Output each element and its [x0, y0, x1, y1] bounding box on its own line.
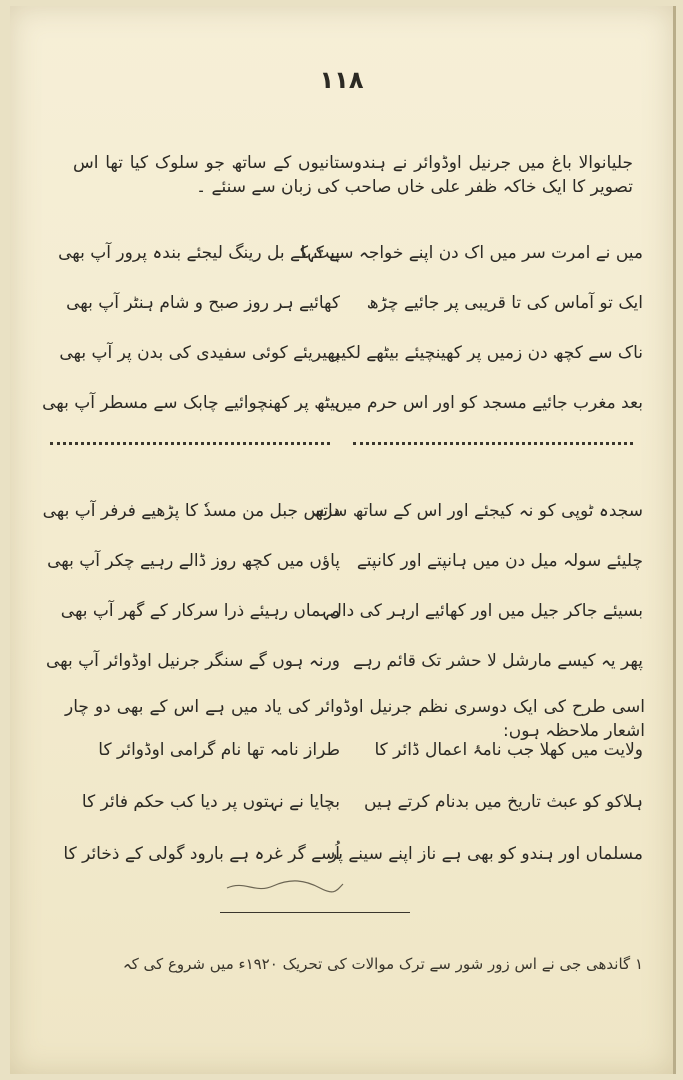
couplet	[40, 586, 643, 636]
intro-paragraph: جلیانوالا باغ میں جرنیل اوڈوائر نے ہندوستانیوں کے ساتھ جو سلوک کیا تھا اس تصویر کا ایک خاکہ ظفر علی خاں صاحب کی زبان سے سنئے ۔	[73, 153, 633, 197]
verse-left: پھیریئے کوئی سفیدی کی بدن پر آپ بھی	[59, 343, 340, 363]
verse-left: طراز نامہ تھا نام گرامی اوڈوائر کا	[98, 740, 340, 760]
verse-right: چلیئے سولہ میل دن میں ہانپتے اور کانپتے	[356, 551, 643, 571]
dotted-line-left	[50, 442, 330, 445]
verse-right: ہلاکو کو عبث تاریخ میں بدنام کرتے ہیں	[364, 792, 643, 812]
couplet	[40, 328, 643, 378]
dotted-separator	[50, 442, 633, 445]
verse-left: اُسے گر غرہ ہے بارود گولی کے ذخائر کا	[63, 844, 340, 864]
couplet	[40, 228, 643, 278]
verse-right: پھر یہ کیسے مارشل لا حشر تک قائم رہے	[352, 651, 643, 671]
verse-left: مہماں رہیئے ذرا سرکار کے گھر آپ بھی	[60, 601, 340, 621]
footnote-divider	[220, 912, 410, 913]
verse-right: میں نے امرت سر میں اک دن اپنے خواجہ سے کہا	[300, 243, 643, 263]
verse-right: سجدہ ٹوپی کو نہ کیجئے اور اس کے ساتھ ساتھ	[312, 501, 643, 521]
verse-right: مسلماں اور ہندو کو بھی ہے ناز اپنے سینے پر	[328, 844, 643, 864]
book-page	[10, 6, 676, 1074]
couplet	[40, 776, 643, 828]
verse-right: ولایت میں کھلا جب نامۂ اعمال ڈائر کا	[374, 740, 643, 760]
verse-right: ایک تو آماس کی تا قریبی پر جائیے چڑھ	[366, 293, 643, 313]
verse-left: درس جبل من مسدٗ کا پڑھیے فرفر آپ بھی	[42, 501, 340, 521]
verse-right: بسیئے جاکر جیل میں اور کھائیے ارہر کی دال	[329, 601, 643, 621]
poem-stanza-1	[40, 228, 643, 428]
couplet	[40, 486, 643, 536]
couplet	[40, 278, 643, 328]
page-number: ۱۱۸	[319, 66, 364, 94]
poem-stanza-2	[40, 486, 643, 686]
verse-right: ناک سے کچھ دن زمیں پر کھینچیئے بیٹھے لکیر	[331, 343, 643, 363]
couplet	[40, 828, 643, 880]
verse-left: بیٹھ پر کھنچوائیے چابک سے مسطر آپ بھی	[42, 393, 340, 413]
bridge-paragraph: اسی طرح کی ایک دوسری نظم جرنیل اوڈوائر کی یاد میں ہے اس کے بھی دو چار اشعار ملاحظہ ہوں:	[65, 697, 645, 741]
dotted-line-right	[353, 442, 633, 445]
verse-left: بچایا نے نہتوں پر دیا کب حکم فائر کا	[81, 792, 340, 812]
couplet	[40, 724, 643, 776]
verse-left: پاؤں میں کچھ روز ڈالے رہیے چکر آپ بھی	[47, 551, 340, 571]
verse-left: پیٹ کے بل رینگ لیجئے بندہ پرور آپ بھی	[58, 243, 340, 263]
ink-scribble-mark	[225, 876, 345, 896]
verse-left: ورنہ ہوں گے سنگر جرنیل اوڈوائر آپ بھی	[46, 651, 340, 671]
couplet	[40, 636, 643, 686]
couplet	[40, 378, 643, 428]
poem-stanza-3	[40, 724, 643, 880]
footnote: ۱ گاندھی جی نے اس زور شور سے ترک موالات کی تحریک ۱۹۲۰ء میں شروع کی کہ	[122, 955, 643, 973]
verse-left: کھائیے ہر روز صبح و شام ہنٹر آپ بھی	[66, 293, 340, 313]
verse-right: بعد مغرب جائیے مسجد کو اور اس حرم میں	[334, 393, 643, 413]
couplet	[40, 536, 643, 586]
